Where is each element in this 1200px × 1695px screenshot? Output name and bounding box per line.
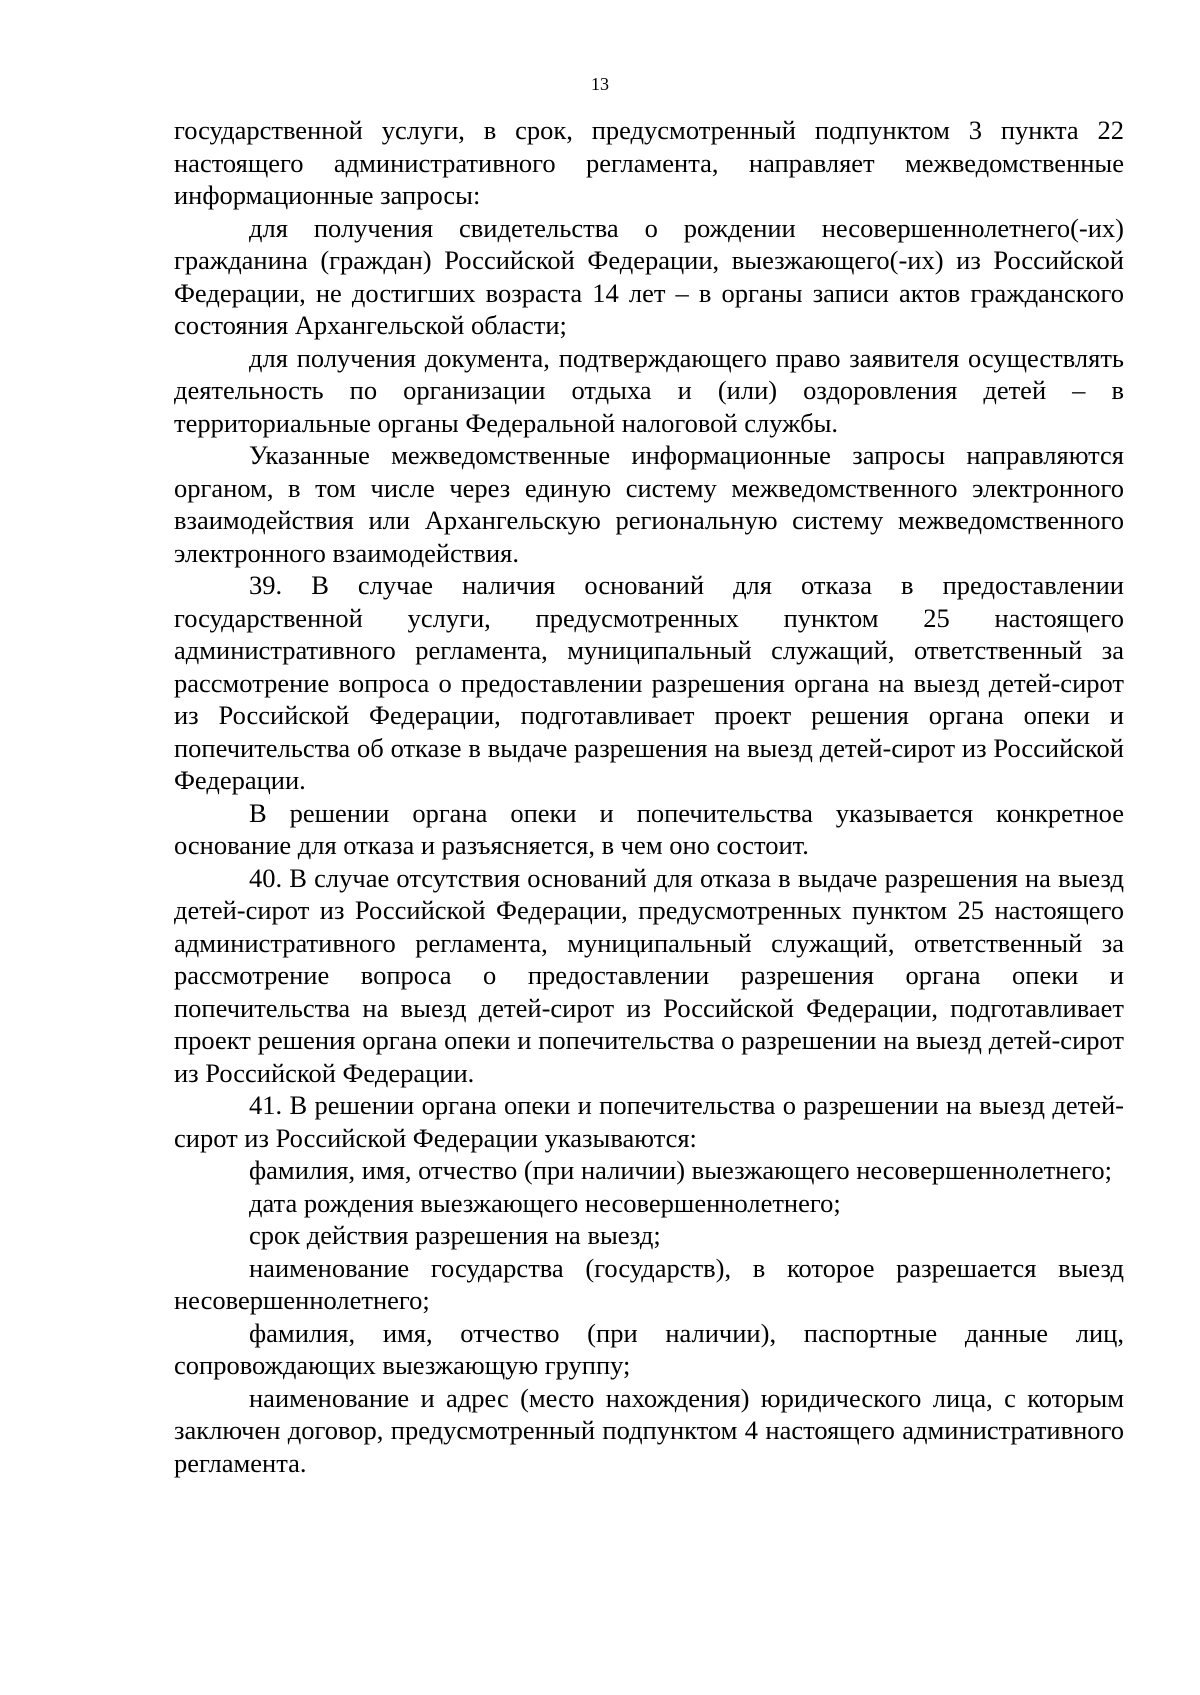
list-item-escort-details: фамилия, имя, отчество (при наличии), паспортные данные лиц, сопровождающих выезжающую группу;	[174, 1317, 1124, 1380]
paragraph-refusal-reason: В решении органа опеки и попечительства указывается конкретное основание для отказа и разъясняется, в чем оно состоит.	[174, 797, 1124, 860]
document-body	[174, 114, 1124, 1479]
paragraph-clause-39: 39. В случае наличия оснований для отказа в предоставлении государственной услуги, предусмотренных пунктом 25 настоящего административного регламента, муниципальный служащий, ответственный за рассмотрение вопроса о предоставлении разрешения органа на выезд детей-сирот из Российской Федерации, подготавливает проект решения органа опеки и попечительства об отказе в выдаче разрешения на выезд детей-сирот из Российской Федерации.	[174, 570, 1124, 795]
paragraph-tax-service-request: для получения документа, подтверждающего право заявителя осуществлять деятельность по организации отдыха и (или) оздоровления детей – в территориальные органы Федеральной налоговой службы.	[174, 342, 1124, 438]
paragraph-birth-certificate-request: для получения свидетельства о рождении несовершеннолетнего(-их) гражданина (граждан) Российской Федерации, выезжающего(-их) из Российской Федерации, не достигших возраста 14 лет – в органы записи актов гражданского состояния Архангельской области;	[174, 212, 1124, 340]
list-item-legal-entity: наименование и адрес (место нахождения) юридического лица, с которым заключен договор, предусмотренный подпунктом 4 настоящего административного регламента.	[174, 1382, 1124, 1478]
list-item-permit-validity: срок действия разрешения на выезд;	[249, 1220, 661, 1250]
page-number: 13	[591, 74, 609, 94]
list-item-birth-date: дата рождения выезжающего несовершеннолетнего;	[249, 1187, 841, 1218]
paragraph-continuation: государственной услуги, в срок, предусмотренный подпунктом 3 пункта 22 настоящего административного регламента, направляет межведомственные информационные запросы:	[174, 115, 1124, 210]
paragraph-clause-40: 40. В случае отсутствия оснований для отказа в выдаче разрешения на выезд детей-сирот из Российской Федерации, предусмотренных пунктом 25 настоящего административного регламента, муниципальный служащий, ответственный за рассмотрение вопроса о предоставлении разрешения органа опеки и попечительства на выезд детей-сирот из Российской Федерации, подготавливает проект решения органа опеки и попечительства о разрешении на выезд детей-сирот из Российской Федерации.	[174, 862, 1124, 1088]
list-item-destination-country: наименование государства (государств), в которое разрешается выезд несовершеннолетнего;	[174, 1252, 1124, 1315]
list-item-full-name: фамилия, имя, отчество (при наличии) выезжающего несовершеннолетнего;	[249, 1155, 1112, 1185]
paragraph-clause-41: 41. В решении органа опеки и попечительства о разрешении на выезд детей-сирот из Российской Федерации указываются:	[174, 1090, 1124, 1153]
paragraph-interagency-requests: Указанные межведомственные информационные запросы направляются органом, в том числе через единую систему межведомственного электронного взаимодействия или Архангельскую региональную систему межведомственного электронного взаимодействия.	[174, 440, 1124, 568]
